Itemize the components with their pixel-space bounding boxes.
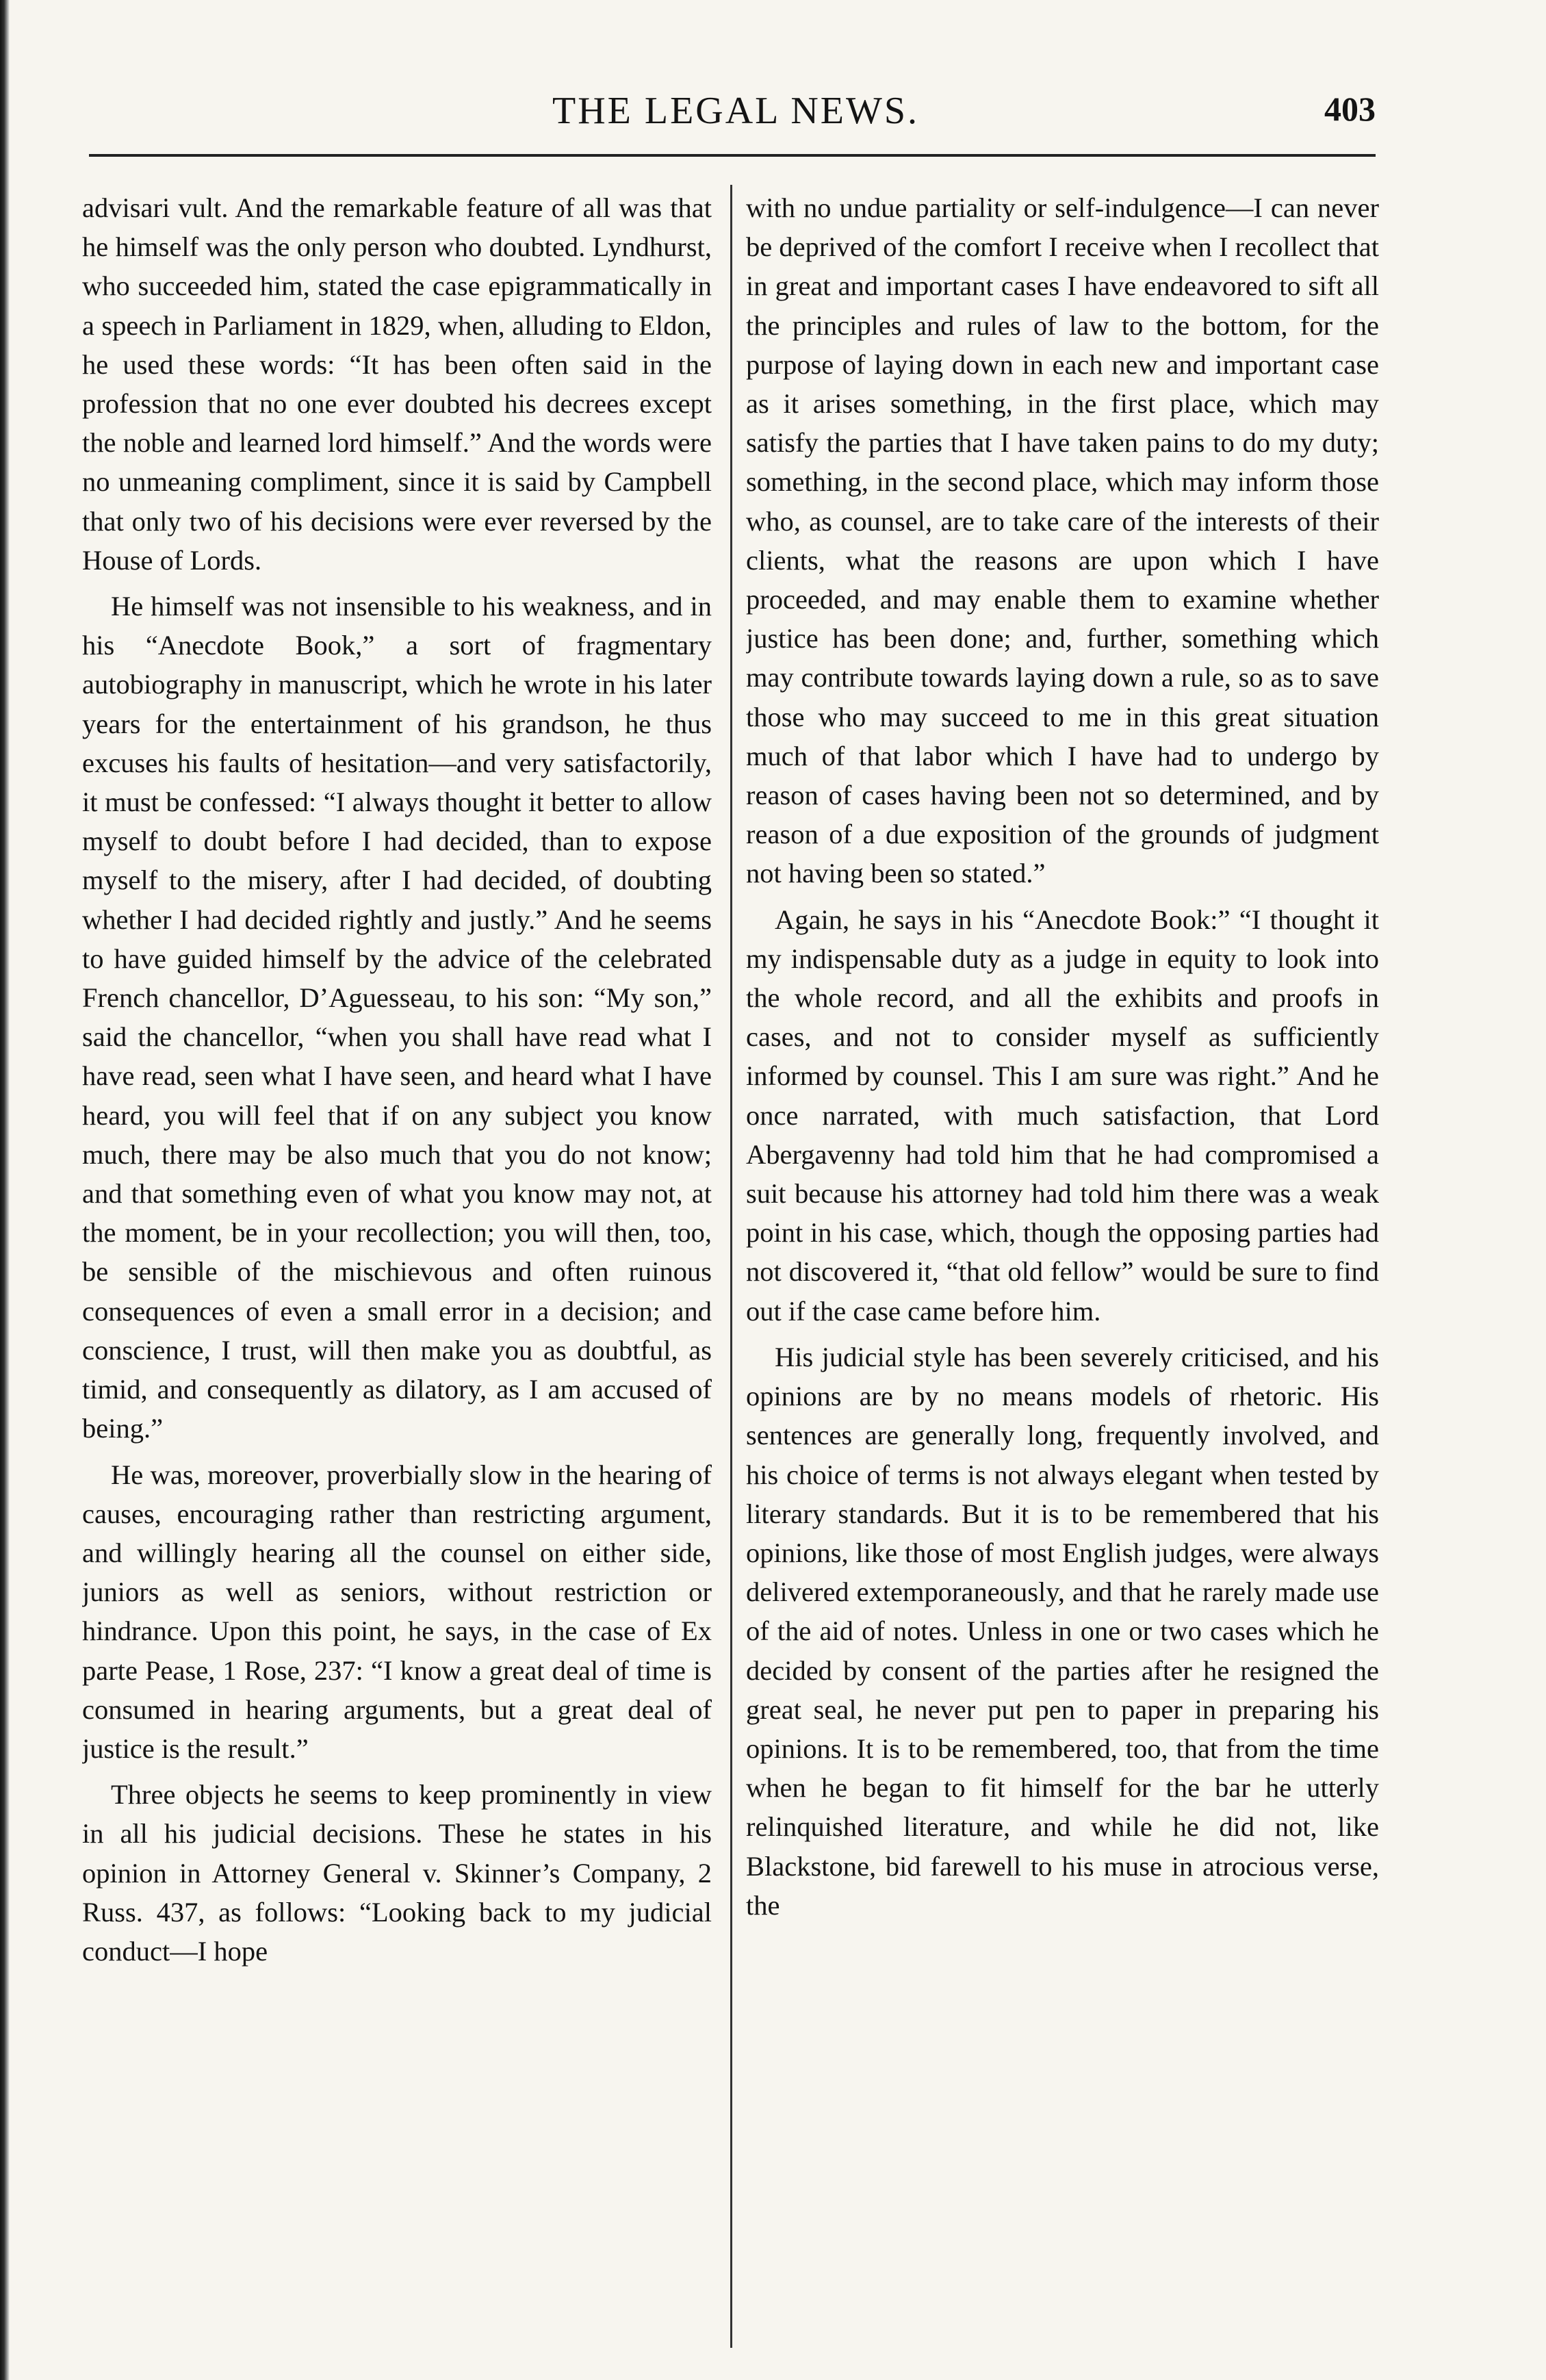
header-rule [89,154,1376,157]
right-paragraph-1: with no undue partiality or self-indulgence—I can never be deprived of the comfort I receive when I recollect that in great and important cases I have endeavored to sift all the principles and rules of law to the bottom, for the purpose of laying down in each new and important case as it arises something, in the first place, which may satisfy the parties that I have taken pains to do my duty; something, in the second place, which may inform those who, as counsel, are to take care of the interests of their clients, what the reasons are upon which I have proceeded, and may enable them to examine whether justice has been done; and, further, something which may contribute towards laying down a rule, so as to save those who may succeed to me in this great situation much of that labor which I have had to undergo by reason of cases having been not so determined, and by reason of a due exposition of the grounds of judgment not having been so stated.” [746,192,1379,889]
running-title: THE LEGAL NEWS. [552,90,919,132]
left-paragraph-3: He was, moreover, proverbially slow in the hearing of causes, encouraging rather than restricting argument, and willingly hearing all the counsel on either side, juniors as well as seniors, without restriction or hindrance. Upon this point, he says, in the case of Ex parte Pease, 1 Rose, 237: “I know a great deal of time is consumed in hearing arguments, but a great deal of justice is the result.” [82,1459,712,1764]
page-binding-edge [0,0,10,2380]
page-header [96,89,1376,144]
right-paragraph-3: His judicial style has been severely criticised, and his opinions are by no means models of rhetoric. His sentences are generally long, frequently involved, and his choice of terms is not always elegant when tested by literary standards. But it is to be remembered that his opinions, like those of most English judges, were always delivered extemporaneously, and that he rarely made use of the aid of notes. Unless in one or two cases which he decided by consent of the parties after he resigned the great seal, he never put pen to paper in preparing his opinions. It is to be remembered, too, that from the time when he began to fit himself for the bar he utterly relinquished literature, and while he did not, like Blackstone, bid farewell to his muse in atrocious verse, the [746,1341,1379,1921]
column-divider [730,185,732,2348]
left-column [82,188,712,2338]
right-paragraph-2: Again, he says in his “Anecdote Book:” “I thought it my indispensable duty as a judge in equity to look into the whole record, and all the exhibits and proofs in cases, and not to consider myself as sufficiently informed by counsel. This I am sure was right.” And he once narrated, with much satisfaction, that Lord Abergavenny had told him that he had compromised a suit because his attorney had told him there was a weak point in his case, which, though the opposing parties had not discovered it, “that old fellow” would be sure to find out if the case came before him. [746,904,1379,1327]
left-paragraph-1: advisari vult. And the remarkable feature of all was that he himself was the only person who doubted. Lyndhurst, who succeeded him, stated the case epigrammatically in a speech in Parliament in 1829, when, alluding to Eldon, he used these words: “It has been often said in the profession that no one ever doubted his decrees except the noble and learned lord himself.” And the words were no unmeaning compliment, since it is said by Campbell that only two of his decisions were ever reversed by the House of Lords. [82,192,712,576]
left-paragraph-4: Three objects he seems to keep prominently in view in all his judicial decisions. These he states in his opinion in Attorney General v. Skinner’s Company, 2 Russ. 437, as follows: “Looking back to my judicial conduct—I hope [82,1779,712,1967]
page-number: 403 [1324,90,1376,128]
right-column [746,188,1379,2338]
left-paragraph-2: He himself was not insensible to his weakness, and in his “Anecdote Book,” a sort of fragmentary autobiography in manuscript, which he wrote in his later years for the entertainment of his grandson, he thus excuses his faults of hesitation—and very satisfactorily, it must be confessed: “I always thought it better to allow myself to doubt before I had decided, than to expose myself to the misery, after I had decided, of doubting whether I had decided rightly and justly.” And he seems to have guided himself by the advice of the celebrated French chancellor, D’Aguesseau, to his son: “My son,” said the chancellor, “when you shall have read what I have read, seen what I have seen, and heard what I have heard, you will feel that if on any subject you know much, there may be also much that you do not know; and that something even of what you know may not, at the moment, be in your recollection; you will then, too, be sensible of the mischievous and often ruinous consequences of even a small error in a decision; and conscience, I trust, will then make you as doubtful, as timid, and consequently as dilatory, as I am accused of being.” [82,591,712,1444]
